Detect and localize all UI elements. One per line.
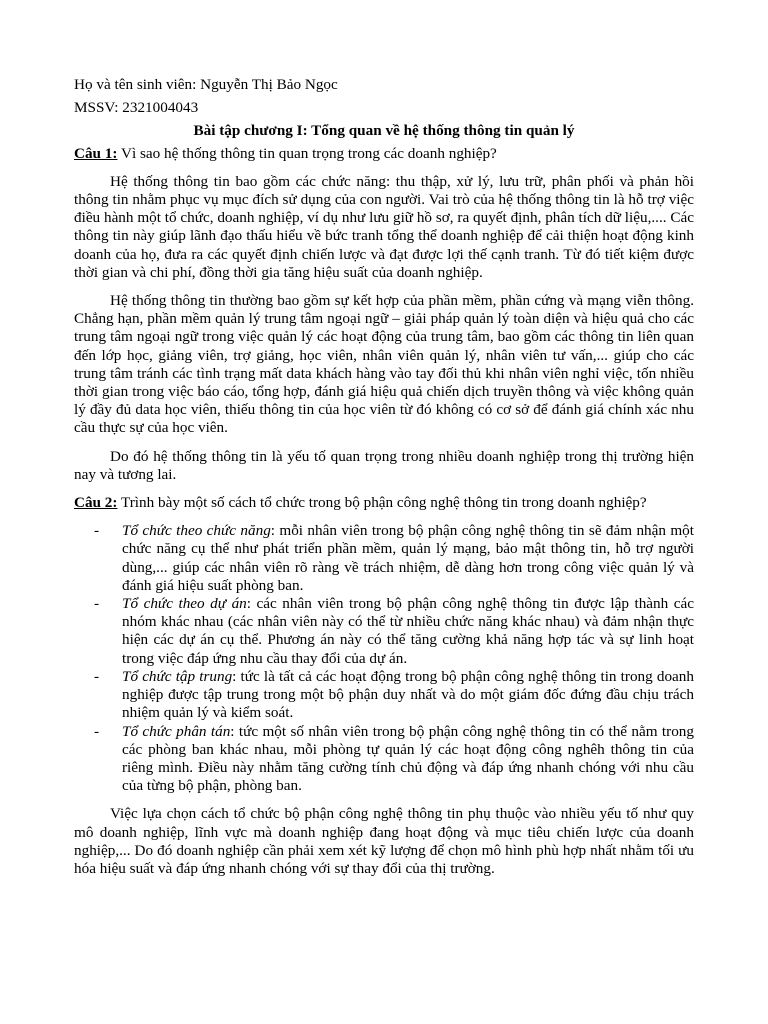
list-item — [74, 522, 694, 595]
question-1 — [74, 145, 694, 163]
list-item-term: Tổ chức theo dự án — [122, 595, 247, 613]
bullet-dash: - — [94, 667, 100, 685]
student-name: Họ và tên sinh viên: Nguyễn Thị Bảo Ngọc — [74, 76, 338, 93]
answer-1-paragraph-2: Hệ thống thông tin thường bao gồm sự kết hợp của phần mềm, phần cứng và mạng viễn thông. Chẳng hạn, phần mềm quản lý trung tâm ngoại ngữ – giải pháp quản lý toàn diện và hiệu quả cho các trung tâm ngoại ngữ trong việc quản lý các hoạt động của trung tâm, bao gồm các thông tin liên quan đến lớp học, giảng viên, trợ giảng, học viên, nhân viên quản lý, nhân viên tư vấn,... giúp cho các trung tâm tránh các tình trạng mất data khách hàng vào tay đối thủ khi nhân viên nghỉ việc, tốn nhiều thời gian trong việc báo cáo, tổng hợp, đánh giá hiệu quả chiến dịch truyền thông và việc không quản lý đầy đủ data học viên, thiếu thông tin của học viên từ đó không có cơ sở để đánh giá chính xác nhu cầu thực sự của học viên. — [74, 292, 694, 437]
question-2 — [74, 494, 694, 512]
list-item — [74, 595, 694, 668]
list-item-term: Tổ chức tập trung — [122, 667, 233, 685]
question-2-text: Trình bày một số cách tổ chức trong bộ phận công nghệ thông tin trong doanh nghiệp? — [117, 494, 647, 512]
organization-methods-list — [74, 522, 694, 795]
question-1-label: Câu 1: — [74, 144, 118, 162]
list-item-text: : các nhân viên trong bộ phận công nghệ thông tin được lập thành các nhóm khác nhau (các nhân viên này có thể từ nhiều chức năng khác nhau) và đảm nhận thực hiện các dự án cụ thể. Phương án này có thể tăng cường khả năng hợp tác và sự linh hoạt trong việc đáp ứng nhu cầu thay đổi của dự án. — [122, 595, 694, 667]
answer-2-conclusion: Việc lựa chọn cách tổ chức bộ phận công nghệ thông tin phụ thuộc vào nhiều yếu tố như quy mô doanh nghiệp, lĩnh vực mà doanh nghiệp đang hoạt động và mục tiêu chiến lược của doanh nghiệp,... Do đó doanh nghiệp cần phải xem xét kỹ lượng để chọn mô hình phù hợp nhất nhằm tối ưu hóa hiệu suất và đáp ứng nhanh chóng với sự thay đổi của thị trường. — [74, 805, 694, 877]
question-2-label: Câu 2: — [74, 494, 118, 512]
answer-1-paragraph-1: Hệ thống thông tin bao gồm các chức năng: thu thập, xử lý, lưu trữ, phân phối và phản hồi thông tin nhằm phục vụ mục đích sử dụng của con người. Vai trò của hệ thống thông tin là hỗ trợ việc điều hành một tổ chức, doanh nghiệp, ví dụ như lưu giữ hồ sơ, ra quyết định, phân tích dữ liệu,.... Các thông tin này giúp lãnh đạo thấu hiểu về bức tranh tổng thể doanh nghiệp để cải thiện hoạt động kinh doanh của họ, đưa ra các quyết định chiến lược và đạt được lợi thế cạnh tranh. Từ đó tiết kiệm được thời gian và chi phí, đồng thời gia tăng hiệu suất của doanh nghiệp. — [74, 172, 694, 281]
list-item — [74, 723, 694, 796]
bullet-dash: - — [94, 722, 100, 740]
list-item-text: : tức là tất cả các hoạt động trong bộ phận công nghệ thông tin trong doanh nghiệp được tập trung trong một bộ phận duy nhất và do một giám đốc đứng đầu chịu trách nhiệm quản lý và kiểm soát. — [122, 667, 694, 722]
bullet-dash: - — [94, 595, 100, 613]
question-1-text: Vì sao hệ thống thông tin quan trọng trong các doanh nghiệp? — [117, 144, 497, 162]
answer-1-paragraph-3: Do đó hệ thống thông tin là yếu tố quan trọng trong nhiều doanh nghiệp trong thị trường hiện nay và tương lai. — [74, 447, 694, 483]
list-item-term: Tổ chức theo chức năng — [122, 522, 271, 540]
student-id: MSSV: 2321004043 — [74, 99, 199, 117]
list-item — [74, 668, 694, 723]
list-item-text: : tức một số nhân viên trong bộ phận công nghệ thông tin có thể nằm trong các phòng ban khác nhau, mỗi phòng tự quản lý các hoạt động công nghêh thông tin của riêng mình. Điều này nhằm tăng cường tính chủ động và đáp ứng nhanh chóng với nhu cầu của từng bộ phận, phòng ban. — [122, 722, 694, 795]
bullet-dash: - — [94, 522, 100, 540]
assignment-title: Bài tập chương I: Tổng quan về hệ thống thông tin quản lý — [193, 122, 575, 140]
list-item-term: Tổ chức phân tán — [122, 722, 231, 740]
list-item-text: : mỗi nhân viên trong bộ phận công nghệ thông tin sẽ đảm nhận một chức năng cụ thể như phát triển phần mềm, quản lý mạng, bảo mật thông tin, hỗ trợ người dùng,... giúp các nhân viên rõ ràng về trách nhiệm, dễ dàng hơn trong công việc quản lý và đánh giá hiệu suất phòng ban. — [122, 522, 694, 594]
